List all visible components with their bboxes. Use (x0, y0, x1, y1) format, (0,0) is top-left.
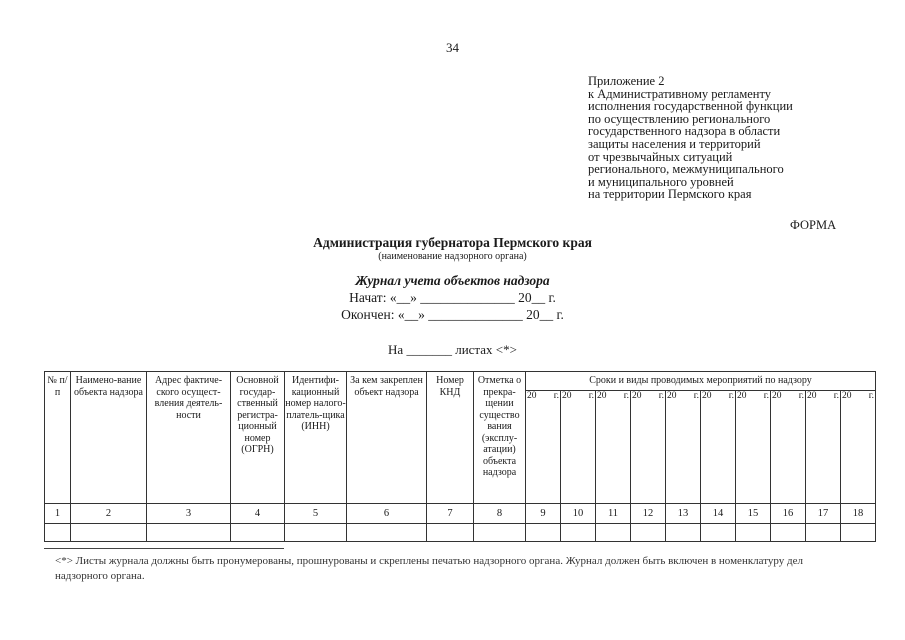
year-cell: 20 г. (526, 390, 561, 503)
appendix-line: исполнения государственной функции (588, 99, 793, 114)
year-cell: 20 г. (806, 390, 841, 503)
empty-cell[interactable] (841, 524, 876, 542)
column-number: 2 (71, 504, 147, 524)
header-cell: Основной государ-ственный регистра-ционный номер (ОГРН) (231, 372, 285, 504)
journal-ended: Окончен: «__» ______________ 20__ г. (341, 307, 564, 322)
column-number: 8 (474, 504, 526, 524)
header-cell: Наимено-вание объекта надзора (71, 372, 147, 504)
journal-heading (0, 272, 905, 323)
organization-caption: (наименование надзорного органа) (378, 251, 527, 262)
appendix-line: к Административному регламенту (588, 86, 772, 101)
column-number: 17 (806, 504, 841, 524)
header-cell: Номер КНД (427, 372, 474, 504)
appendix-line: Приложение 2 (588, 74, 665, 88)
column-number: 7 (427, 504, 474, 524)
empty-cell[interactable] (285, 524, 347, 542)
header-cell: № п/п (45, 372, 71, 504)
empty-cell[interactable] (526, 524, 561, 542)
header-cell: Адрес фактиче-ского осущест-вления деятель-ности (147, 372, 231, 504)
empty-cell[interactable] (701, 524, 736, 542)
appendix-block (588, 75, 888, 201)
column-number: 6 (347, 504, 427, 524)
empty-cell[interactable] (561, 524, 596, 542)
year-cell: 20 г. (736, 390, 771, 503)
empty-cell[interactable] (771, 524, 806, 542)
year-cell: 20 г. (631, 390, 666, 503)
page-number: 34 (446, 40, 459, 55)
journal-started: Начат: «__» ______________ 20__ г. (349, 290, 556, 305)
column-number: 3 (147, 504, 231, 524)
appendix-line: от чрезвычайных ситуаций (588, 149, 733, 164)
organization-name: Администрация губернатора Пермского края (313, 235, 592, 250)
year-cell: 20 г. (561, 390, 596, 503)
empty-cell[interactable] (71, 524, 147, 542)
column-number: 16 (771, 504, 806, 524)
empty-cell[interactable] (596, 524, 631, 542)
footnote-separator (44, 548, 284, 549)
column-number: 10 (561, 504, 596, 524)
column-number: 18 (841, 504, 876, 524)
header-cell: Идентифи-кационный номер налого-платель-щика (ИНН) (285, 372, 347, 504)
column-number: 12 (631, 504, 666, 524)
column-number: 14 (701, 504, 736, 524)
header-cell: Отметка о прекра-щении существо вания (эксплу-атации) объекта надзора (474, 372, 526, 504)
journal-table (44, 371, 876, 542)
appendix-line: на территории Пермского края (588, 187, 752, 202)
footnote: <*> Листы журнала должны быть пронумерованы, прошнурованы и скреплены печатью надзорного органа. Журнал должен быть включен в номенклатуру дел надзорного органа. (55, 555, 803, 582)
empty-cell[interactable] (474, 524, 526, 542)
column-number: 11 (596, 504, 631, 524)
column-number: 4 (231, 504, 285, 524)
year-cell: 20 г. (596, 390, 631, 503)
empty-cell[interactable] (427, 524, 474, 542)
appendix-line: по осуществлению регионального (588, 111, 771, 126)
sheets-count: На _______ листах <*> (388, 342, 517, 357)
header-cell: За кем закреплен объект надзора (347, 372, 427, 504)
column-number: 13 (666, 504, 701, 524)
empty-cell[interactable] (347, 524, 427, 542)
empty-cell[interactable] (631, 524, 666, 542)
empty-cell[interactable] (666, 524, 701, 542)
journal-title: Журнал учета объектов надзора (355, 273, 550, 288)
column-number-row (45, 504, 876, 524)
appendix-line: регионального, межмуниципального (588, 162, 784, 177)
empty-cell[interactable] (147, 524, 231, 542)
column-number: 1 (45, 504, 71, 524)
empty-cell[interactable] (231, 524, 285, 542)
year-cell: 20 г. (771, 390, 806, 503)
appendix-line: защиты населения и территорий (588, 136, 761, 151)
column-number: 15 (736, 504, 771, 524)
empty-entry-row (45, 524, 876, 542)
organization-block (0, 235, 905, 262)
form-label: ФОРМА (790, 218, 837, 232)
empty-cell[interactable] (45, 524, 71, 542)
year-cell: 20 г. (666, 390, 701, 503)
column-number: 5 (285, 504, 347, 524)
group-header-cell: Сроки и виды проводимых мероприятий по надзору (526, 372, 876, 391)
empty-cell[interactable] (736, 524, 771, 542)
year-cell: 20 г. (841, 390, 876, 503)
appendix-line: и муниципального уровней (588, 174, 734, 189)
empty-cell[interactable] (806, 524, 841, 542)
appendix-line: государственного надзора в области (588, 124, 781, 139)
column-number: 9 (526, 504, 561, 524)
year-cell: 20 г. (701, 390, 736, 503)
